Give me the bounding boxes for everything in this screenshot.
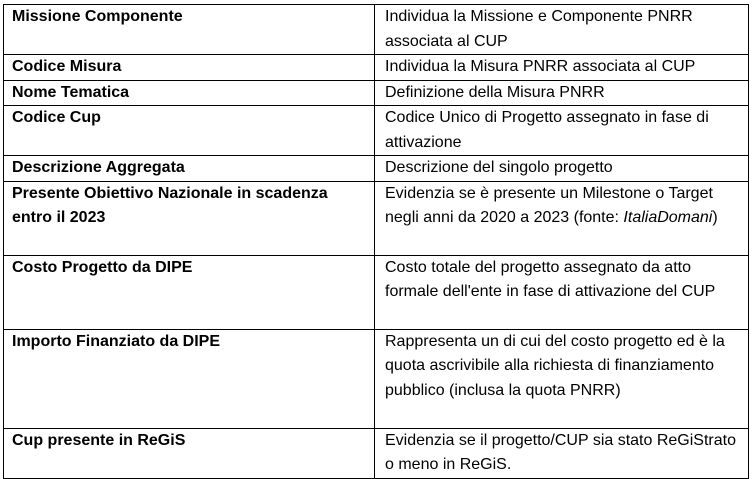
field-name: Codice Misura bbox=[4, 55, 375, 81]
field-definition bbox=[375, 181, 749, 255]
field-definition: Codice Unico di Progetto assegnato in fase di attivazione bbox=[375, 106, 749, 156]
field-name: Descrizione Aggregata bbox=[4, 156, 375, 182]
field-definition: Evidenzia se il progetto/CUP sia stato ReGiStrato o meno in ReGiS. bbox=[375, 428, 749, 478]
definition-text: Evidenzia se è presente un Milestone o Target negli anni da 2020 a 2023 (fonte: bbox=[385, 184, 713, 226]
table-row bbox=[4, 255, 749, 329]
table-row bbox=[4, 428, 749, 478]
field-name: Codice Cup bbox=[4, 106, 375, 156]
table-row bbox=[4, 156, 749, 182]
field-definition: Individua la Misura PNRR associata al CUP bbox=[375, 55, 749, 81]
field-name: Cup presente in ReGiS bbox=[4, 428, 375, 478]
field-definition: Rappresenta un di cui del costo progetto ed è la quota ascrivibile alla richiesta di finanziamento pubblico (inclusa la quota PNRR) bbox=[375, 329, 749, 428]
table-row bbox=[4, 106, 749, 156]
field-name: Presente Obiettivo Nazionale in scadenza entro il 2023 bbox=[4, 181, 375, 255]
field-name: Nome Tematica bbox=[4, 80, 375, 106]
field-definition: Costo totale del progetto assegnato da atto formale dell'ente in fase di attivazione del CUP bbox=[375, 255, 749, 329]
field-name: Missione Componente bbox=[4, 5, 375, 55]
table-row bbox=[4, 329, 749, 428]
field-definition-table bbox=[3, 4, 749, 479]
definition-text: ) bbox=[712, 209, 718, 226]
table-row bbox=[4, 5, 749, 55]
field-definition: Individua la Missione e Componente PNRR associata al CUP bbox=[375, 5, 749, 55]
table-row bbox=[4, 55, 749, 81]
source-name: ItaliaDomani bbox=[623, 209, 713, 226]
field-name: Importo Finanziato da DIPE bbox=[4, 329, 375, 428]
field-definition: Descrizione del singolo progetto bbox=[375, 156, 749, 182]
field-name: Costo Progetto da DIPE bbox=[4, 255, 375, 329]
field-definition: Definizione della Misura PNRR bbox=[375, 80, 749, 106]
table-row bbox=[4, 80, 749, 106]
table-row bbox=[4, 181, 749, 255]
